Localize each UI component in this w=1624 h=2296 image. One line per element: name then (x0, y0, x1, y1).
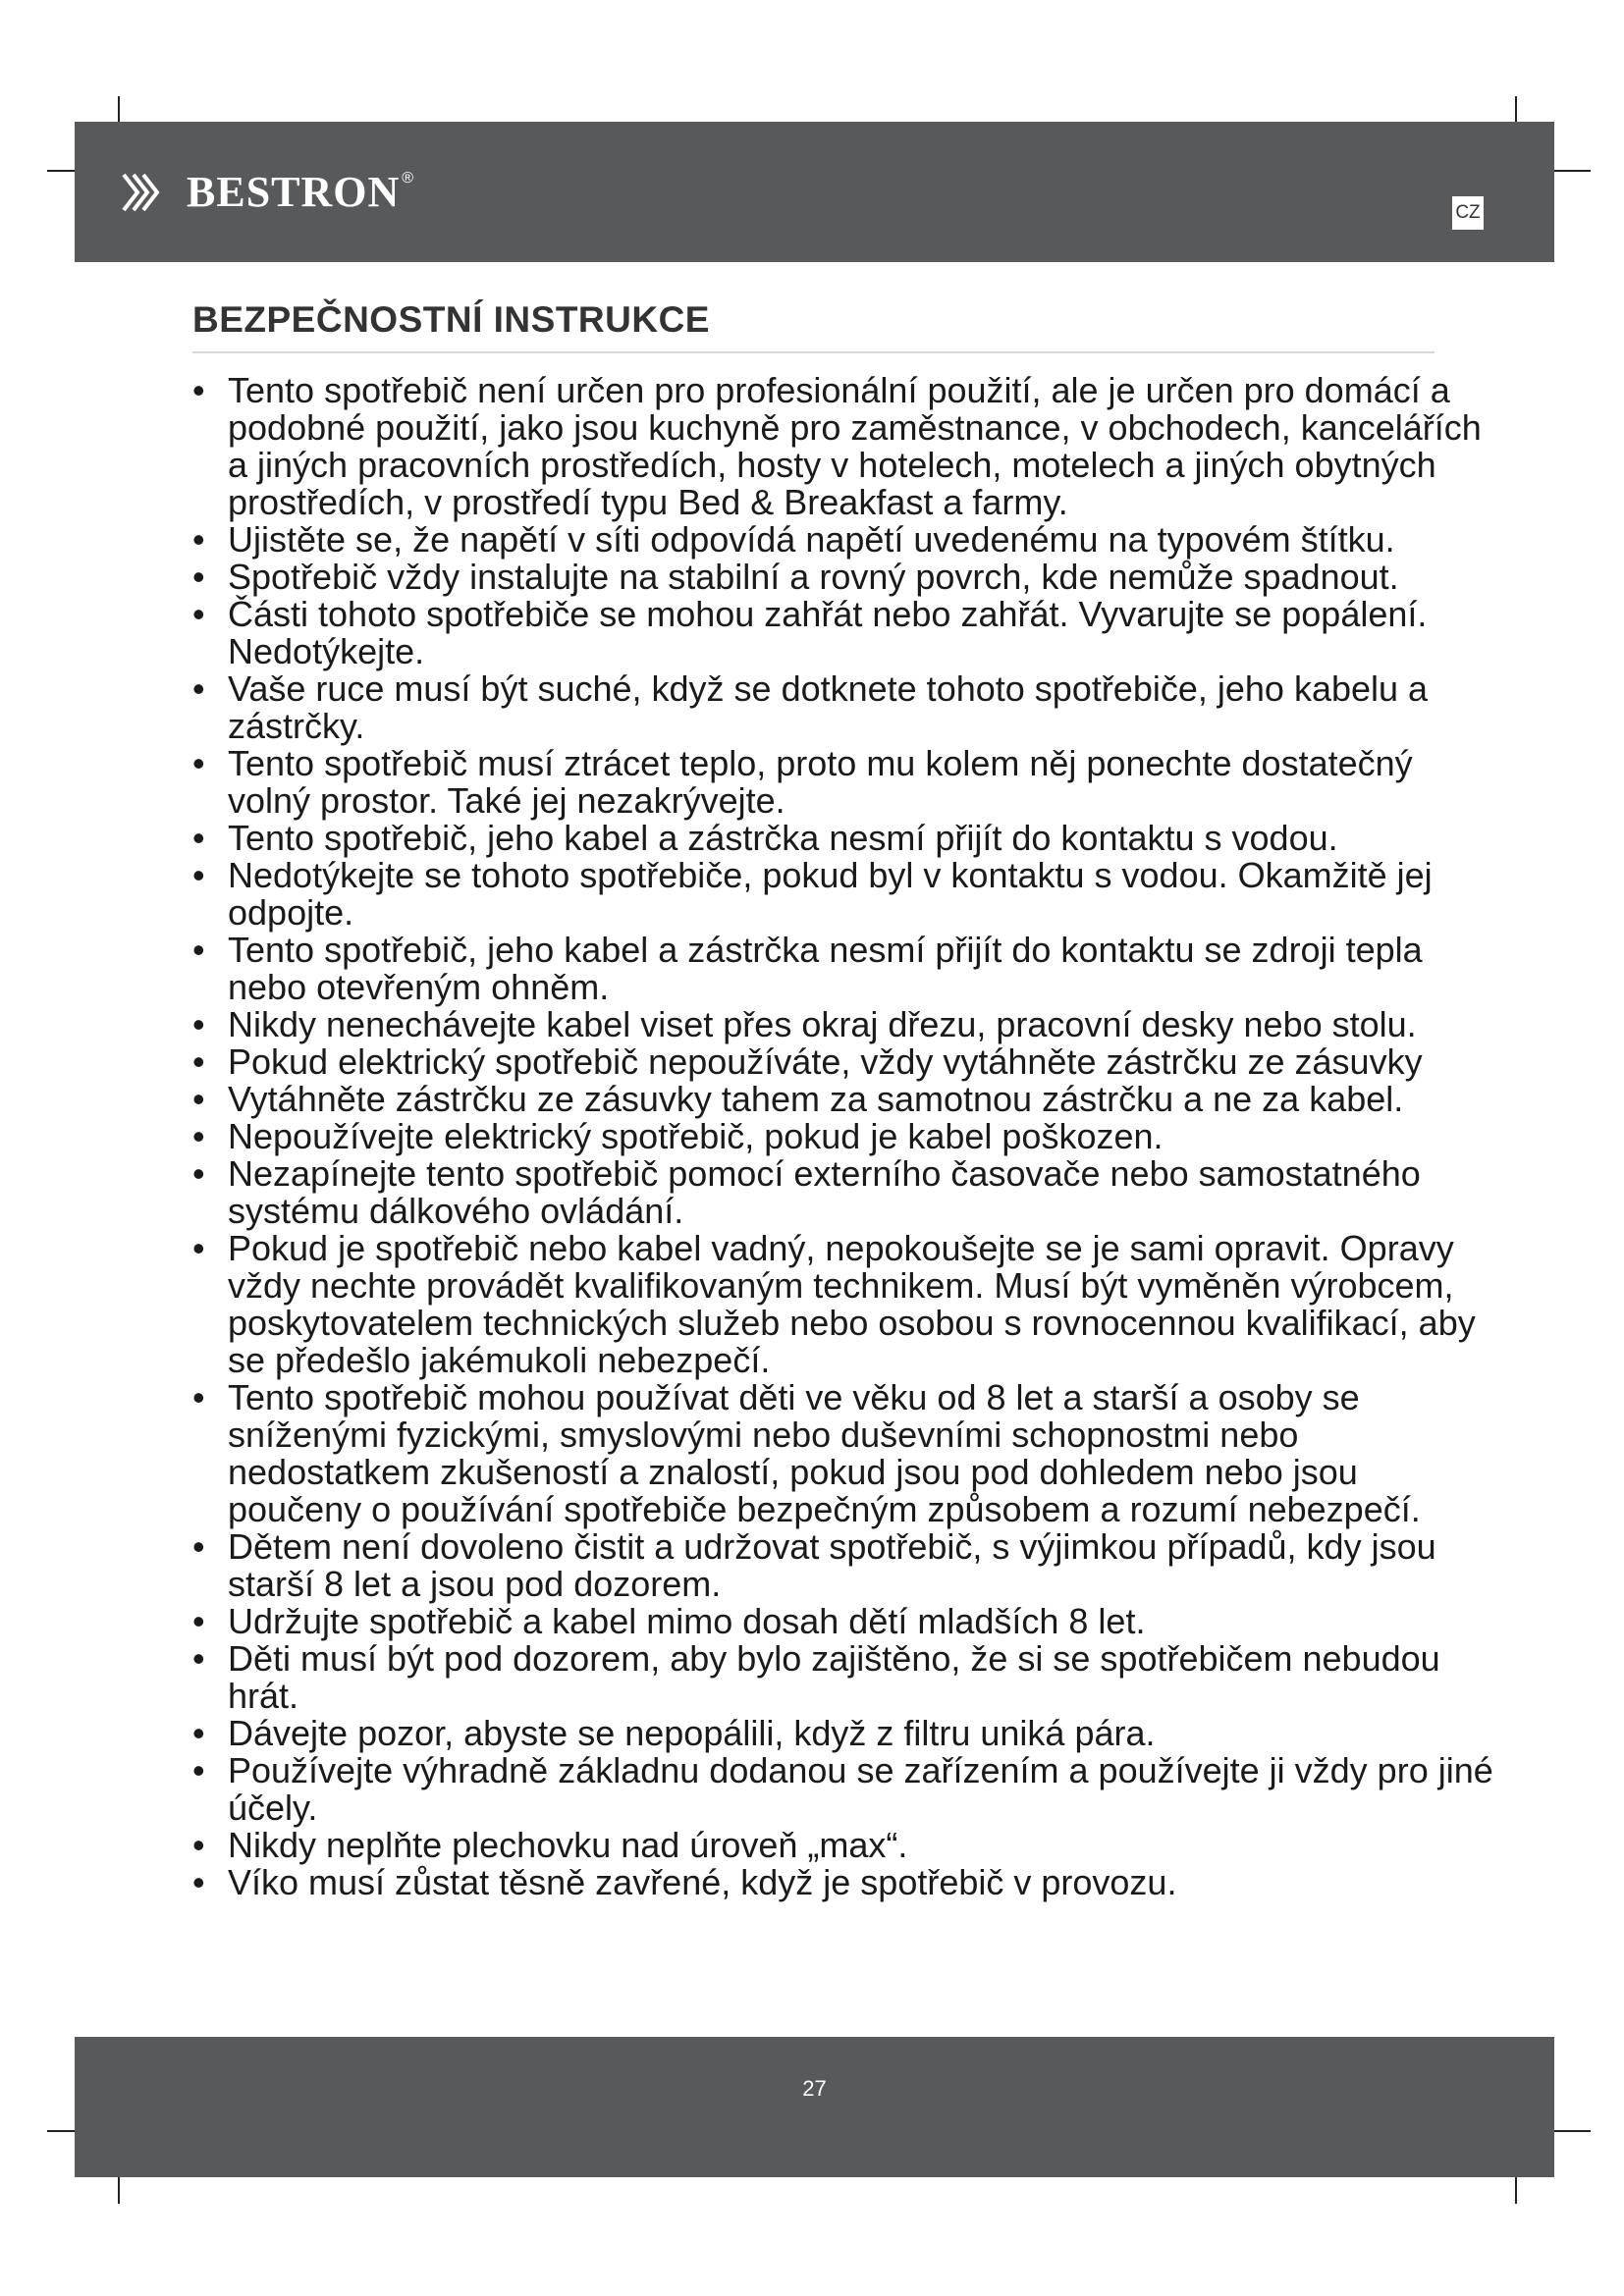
list-item: • Ujistěte se, že napětí v síti odpovídá napětí uvedenému na typovém štítku. (192, 521, 1493, 559)
list-item: • Nedotýkejte se tohoto spotřebiče, pokud byl v kontaktu s vodou. Okamžitě jej odpojte. (192, 857, 1493, 932)
list-item: • Tento spotřebič mohou používat děti ve věku od 8 let a starší a osoby se sníženými fyzickými, smyslovými nebo duševními schopnostmi nebo nedostatkem zkušeností a znalostí, pokud jsou pod dohledem nebo jsou poučeny o používání spotřebiče bezpečným způsobem a rozumí nebezpečí. (192, 1379, 1493, 1528)
title-divider (192, 351, 1435, 353)
language-badge: CZ (1452, 196, 1484, 230)
brand-logo (122, 168, 414, 216)
list-item: • Tento spotřebič, jeho kabel a zástrčka nesmí přijít do kontaktu s vodou. (192, 820, 1493, 857)
chevron-logo-icon (122, 171, 177, 214)
list-item: • Používejte výhradně základnu dodanou se zařízením a používejte ji vždy pro jiné účely. (192, 1752, 1493, 1827)
header-bar (75, 122, 1554, 262)
safety-instructions-list (192, 372, 1493, 1901)
list-item: • Tento spotřebič, jeho kabel a zástrčka nesmí přijít do kontaktu se zdroji tepla nebo otevřeným ohněm. (192, 932, 1493, 1006)
list-item: • Nepoužívejte elektrický spotřebič, pokud je kabel poškozen. (192, 1118, 1493, 1155)
list-item: • Nikdy neplňte plechovku nad úroveň „max“. (192, 1827, 1493, 1864)
list-item: • Tento spotřebič není určen pro profesionální použití, ale je určen pro domácí a podobné použití, jako jsou kuchyně pro zaměstnance, v obchodech, kancelářích a jiných pracovních prostředích, hosty v hotelech, motelech a jiných obytných prostředích, v prostředí typu Bed & Breakfast a farmy. (192, 372, 1493, 521)
list-item: • Udržujte spotřebič a kabel mimo dosah dětí mladších 8 let. (192, 1603, 1493, 1640)
list-item: • Spotřebič vždy instalujte na stabilní a rovný povrch, kde nemůže spadnout. (192, 559, 1493, 596)
registered-mark: ® (402, 170, 414, 187)
list-item: • Vaše ruce musí být suché, když se dotknete tohoto spotřebiče, jeho kabelu a zástrčky. (192, 670, 1493, 745)
list-item: • Pokud je spotřebič nebo kabel vadný, nepokoušejte se je sami opravit. Opravy vždy nechte provádět kvalifikovaným technikem. Musí být vyměněn výrobcem, poskytovatelem technických služeb nebo osobou s rovnocennou kvalifikací, aby se předešlo jakémukoli nebezpečí. (192, 1230, 1493, 1379)
page-number: 27 (802, 2076, 827, 2101)
list-item: • Nikdy nenechávejte kabel viset přes okraj dřezu, pracovní desky nebo stolu. (192, 1006, 1493, 1043)
list-item: • Pokud elektrický spotřebič nepoužíváte, vždy vytáhněte zástrčku ze zásuvky (192, 1043, 1493, 1081)
footer-bar (75, 2037, 1554, 2177)
list-item: • Děti musí být pod dozorem, aby bylo zajištěno, že si se spotřebičem nebudou hrát. (192, 1640, 1493, 1715)
page-title: BEZPEČNOSTNÍ INSTRUKCE (192, 299, 710, 340)
list-item: • Dávejte pozor, abyste se nepopálili, když z filtru uniká pára. (192, 1715, 1493, 1752)
brand-name: BESTRON (187, 168, 401, 216)
list-item: • Víko musí zůstat těsně zavřené, když je spotřebič v provozu. (192, 1864, 1493, 1901)
list-item: • Tento spotřebič musí ztrácet teplo, proto mu kolem něj ponechte dostatečný volný prostor. Také jej nezakrývejte. (192, 745, 1493, 820)
list-item: • Dětem není dovoleno čistit a udržovat spotřebič, s výjimkou případů, kdy jsou starší 8 let a jsou pod dozorem. (192, 1528, 1493, 1603)
list-item: • Části tohoto spotřebiče se mohou zahřát nebo zahřát. Vyvarujte se popálení. Nedotýkejte. (192, 596, 1493, 670)
list-item: • Nezapínejte tento spotřebič pomocí externího časovače nebo samostatného systému dálkového ovládání. (192, 1155, 1493, 1230)
list-item: • Vytáhněte zástrčku ze zásuvky tahem za samotnou zástrčku a ne za kabel. (192, 1081, 1493, 1118)
